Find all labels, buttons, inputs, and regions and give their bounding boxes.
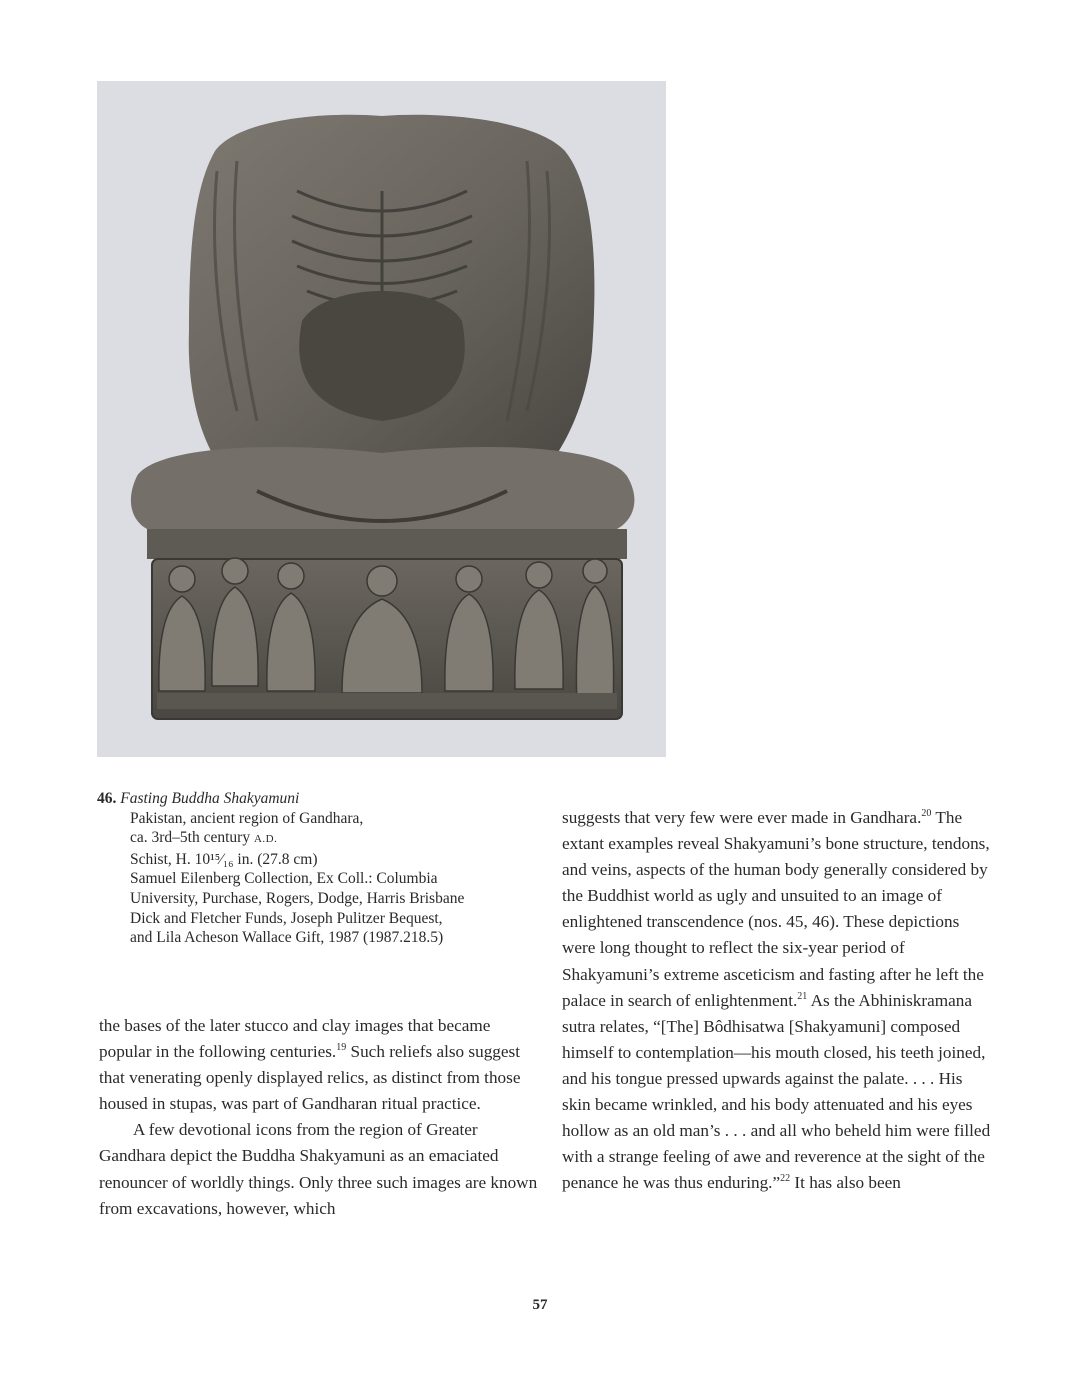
caption-date: ca. 3rd–5th century A.D. [130, 829, 278, 847]
sculpture-illustration [97, 81, 666, 757]
caption-material: Schist, H. 10¹⁵⁄₁₆ in. (27.8 cm) [130, 850, 318, 868]
footnote-ref-19: 19 [336, 1042, 347, 1054]
page-number: 57 [532, 1297, 548, 1313]
footnote-ref-22: 22 [780, 1173, 791, 1185]
left-paragraph-1: the bases of the later stucco and clay images that became popular in the following centuries.$^{19}$ Such reliefs also suggest that venerating openly displayed relics, as distinct from those housed in stupas, was part of Gandharan ritual practice. [99, 1016, 521, 1114]
footnote-ref-21: 21 [797, 990, 808, 1002]
left-paragraph-2: A few devotional icons from the region of Greater Gandhara depict the Buddha Shakyamuni as an emaciated renouncer of worldly things. Only three such images are known from excavations, however, which [99, 1120, 538, 1218]
figure-title: Fasting Buddha Shakyamuni [120, 790, 300, 807]
right-column [562, 805, 992, 1196]
figure-number: 46. [97, 790, 117, 807]
sculpture-photo [97, 81, 666, 757]
caption-origin: Pakistan, ancient region of Gandhara, [130, 809, 364, 827]
right-paragraph: suggests that very few were ever made in Gandhara.$^{20}$ The extant examples reveal Shakyamuni’s bone structure, tendons, and veins, aspects of the human body generally considered by the Buddhist world as ugly and unsuited to an image of enlightened transcendence (nos. 45, 46). These depictions were long thought to reflect the six-year period of Shakyamuni’s extreme asceticism and fasting after he left the palace in search of enlightenment.$^{21}$ As the Abhiniskramana sutra relates, “[The] Bôdhisatwa [Shakyamuni] composed himself to contemplation—his mouth closed, his teeth joined, and his tongue pressed upwards against the palate. . . . His skin became wrinkled, and his body attenuated and his eyes hollow as an old man’s . . . and all who beheld him were filled with a strange feeling of awe and reverence at the sight of the penance he was thus enduring.”$^{22}$ It has also been [562, 808, 991, 1193]
caption-credit-4: and Lila Acheson Wallace Gift, 1987 (1987.218.5) [130, 929, 444, 947]
figure-caption [97, 789, 527, 948]
caption-credit-3: Dick and Fletcher Funds, Joseph Pulitzer Bequest, [130, 909, 443, 927]
caption-credit-2: University, Purchase, Rogers, Dodge, Harris Brisbane [130, 889, 465, 907]
left-column [99, 1013, 539, 1222]
caption-credit-1: Samuel Eilenberg Collection, Ex Coll.: Columbia [130, 870, 438, 888]
footnote-ref-20: 20 [921, 808, 932, 819]
